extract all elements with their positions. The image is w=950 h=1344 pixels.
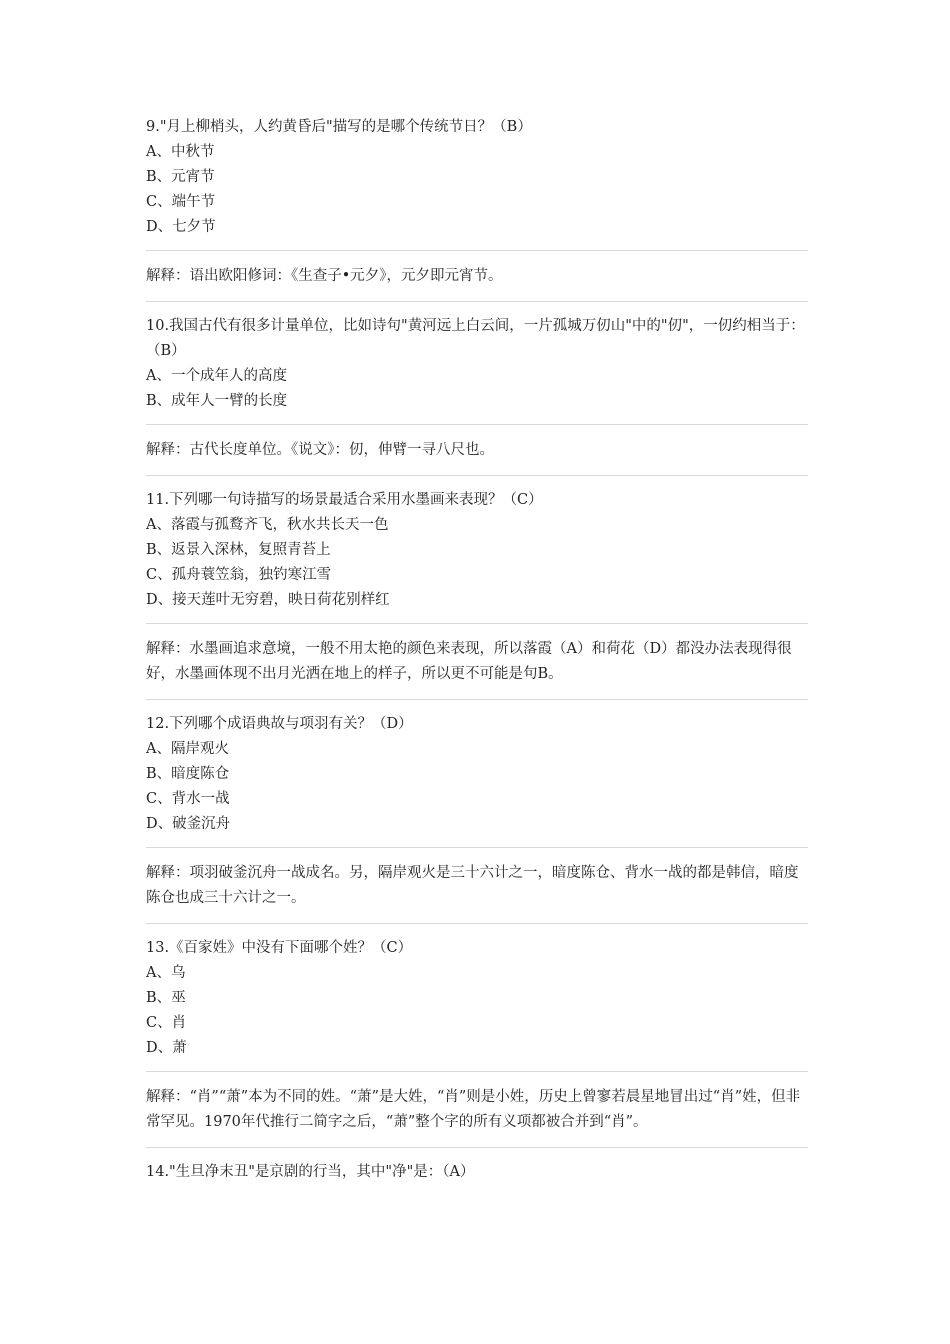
option-a: A、乌 xyxy=(146,965,186,981)
option-a: A、一个成年人的高度 xyxy=(146,368,287,384)
option-d: D、接天莲叶无穷碧，映日荷花别样红 xyxy=(146,592,390,608)
option-c: C、端午节 xyxy=(146,194,216,210)
divider xyxy=(146,475,808,476)
option-a: A、落霞与孤鹜齐飞，秋水共长天一色 xyxy=(146,517,389,533)
divider xyxy=(146,250,808,251)
question-text: 14."生旦净末丑"是京剧的行当，其中"净"是：（A） xyxy=(146,1164,475,1180)
divider xyxy=(146,1071,808,1072)
option-d: D、萧 xyxy=(146,1040,187,1056)
option-d: D、破釜沉舟 xyxy=(146,816,231,832)
question-text: 13.《百家姓》中没有下面哪个姓？（C） xyxy=(146,940,413,956)
explanation-text: 解释：“肖”“萧”本为不同的姓。“萧”是大姓，“肖”则是小姓，历史上曾寥若晨星地冒出过“肖”姓，但非常罕见。1970年代推行二简字之后，“萧”整个字的所有义项都被合并到“肖”。 xyxy=(146,1089,801,1130)
question-11 xyxy=(146,488,808,700)
option-b: B、暗度陈仓 xyxy=(146,766,230,782)
divider xyxy=(146,301,808,302)
question-text: 11.下列哪一句诗描写的场景最适合采用水墨画来表现？（C） xyxy=(146,492,543,508)
divider xyxy=(146,424,808,425)
question-12 xyxy=(146,712,808,924)
divider xyxy=(146,1147,808,1148)
explanation-text: 解释：古代长度单位。《说文》：仞，伸臂一寻八尺也。 xyxy=(146,442,494,458)
option-a: A、隔岸观火 xyxy=(146,741,229,757)
option-b: B、成年人一臂的长度 xyxy=(146,393,288,409)
explanation-text: 解释：项羽破釜沉舟一战成名。另，隔岸观火是三十六计之一，暗度陈仓、背水一战的都是韩信，暗度陈仓也成三十六计之一。 xyxy=(146,865,799,906)
divider xyxy=(146,847,808,848)
question-9 xyxy=(146,115,808,302)
question-text: 12.下列哪个成语典故与项羽有关？（D） xyxy=(146,716,413,732)
document-page xyxy=(146,115,808,1185)
question-10 xyxy=(146,314,808,476)
option-b: B、返景入深林，复照青苔上 xyxy=(146,542,331,558)
option-a: A、中秋节 xyxy=(146,144,215,160)
option-c: C、孤舟蓑笠翁，独钓寒江雪 xyxy=(146,567,332,583)
divider xyxy=(146,923,808,924)
explanation-text: 解释：语出欧阳修词：《生查子•元夕》，元夕即元宵节。 xyxy=(146,268,503,284)
option-c: C、背水一战 xyxy=(146,791,230,807)
divider xyxy=(146,699,808,700)
option-c: C、肖 xyxy=(146,1015,187,1031)
explanation-text: 解释：水墨画追求意境，一般不用太艳的颜色来表现，所以落霞（A）和荷花（D）都没办法表现得很好，水墨画体现不出月光洒在地上的样子，所以更不可能是句B。 xyxy=(146,641,792,682)
question-13 xyxy=(146,936,808,1148)
question-text: 10.我国古代有很多计量单位，比如诗句"黄河远上白云间，一片孤城万仞山"中的"仞"，一仞约相当于：（B） xyxy=(146,318,805,359)
divider xyxy=(146,623,808,624)
option-b: B、元宵节 xyxy=(146,169,215,185)
option-b: B、巫 xyxy=(146,990,186,1006)
question-text: 9."月上柳梢头，人约黄昏后"描写的是哪个传统节日？（B） xyxy=(146,119,532,135)
option-d: D、七夕节 xyxy=(146,219,216,235)
question-14 xyxy=(146,1160,808,1185)
